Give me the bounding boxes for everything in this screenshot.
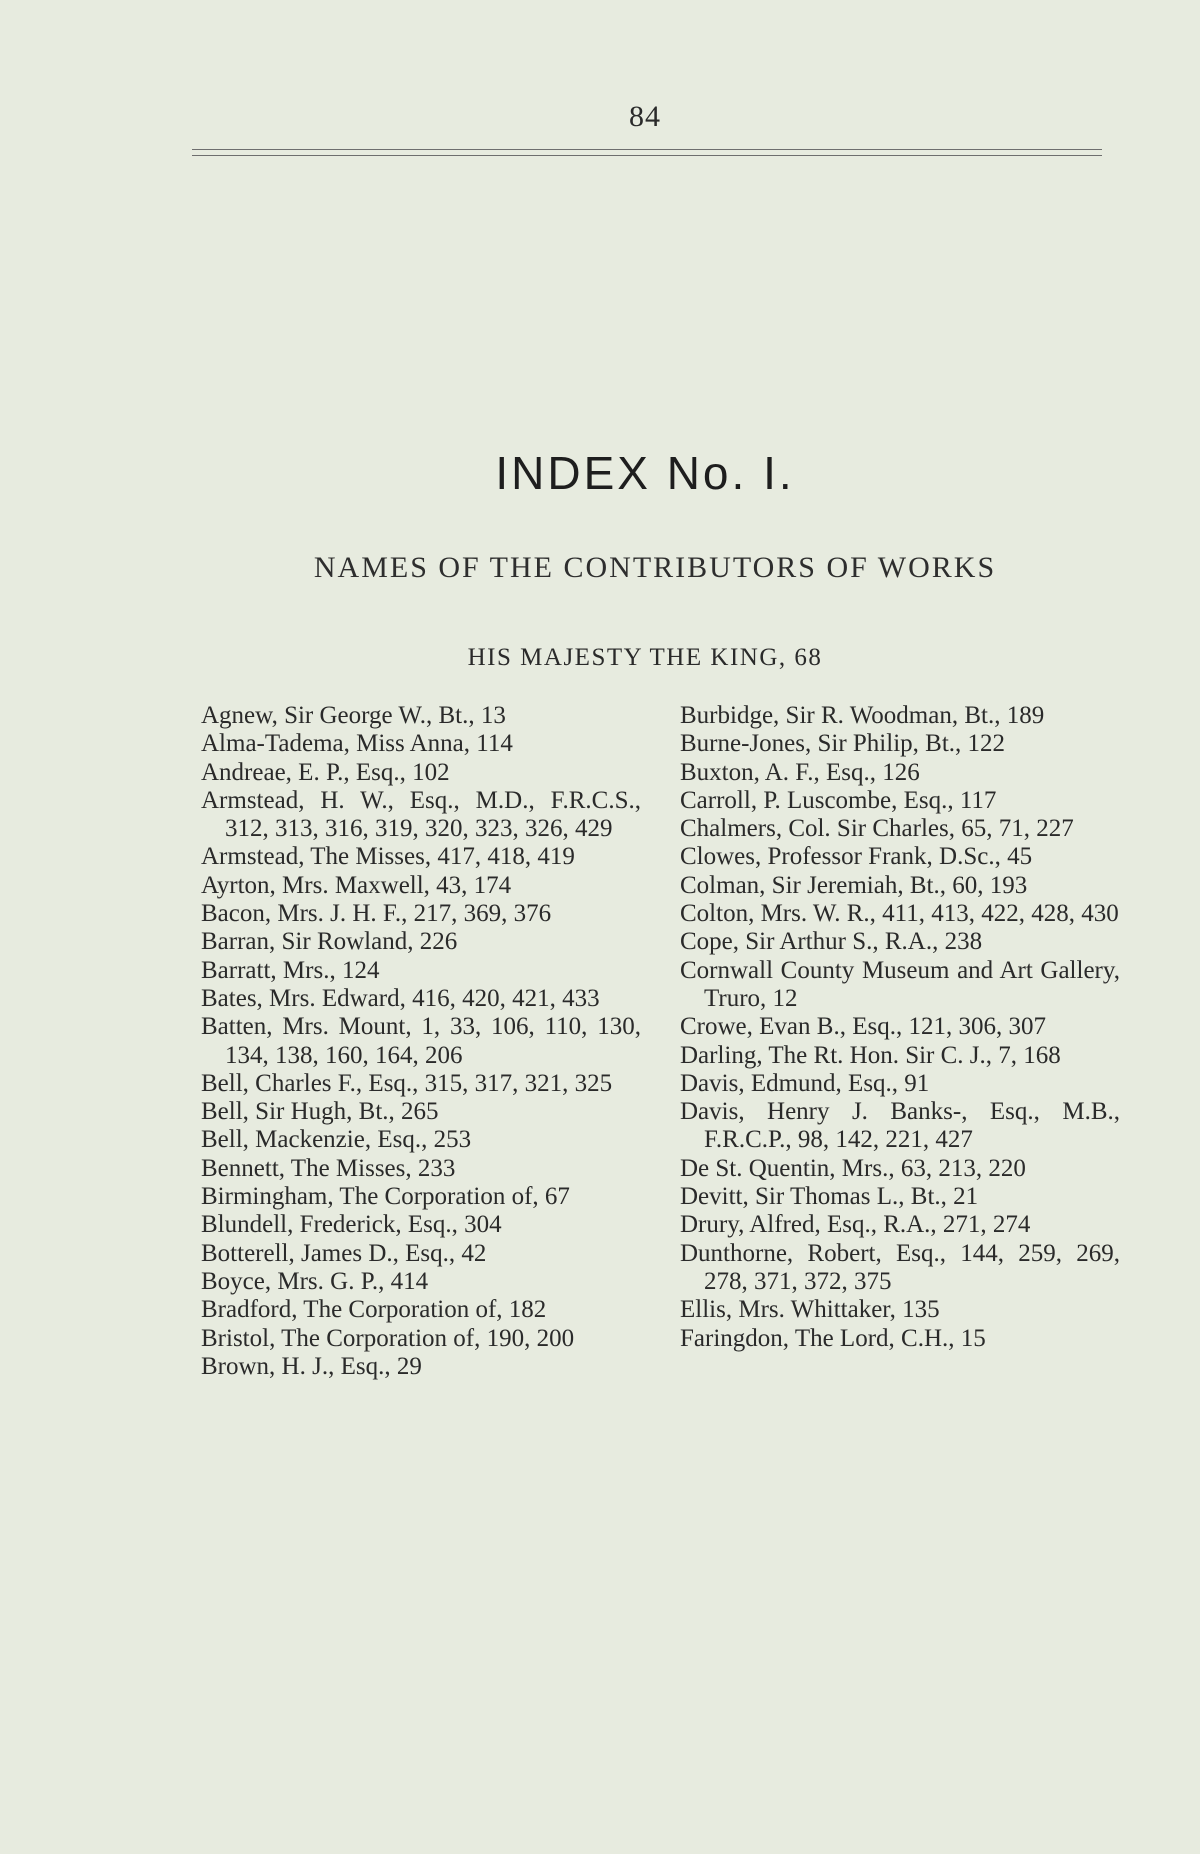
index-entry: Ellis, Mrs. Whittaker, 135 [680, 1296, 940, 1324]
index-entry: Davis, Henry J. Banks-, Esq., M.B., F.R.C.P., 98, 142, 221, 427 [680, 1098, 1120, 1154]
index-entry: Clowes, Professor Frank, D.Sc., 45 [680, 843, 1033, 871]
index-entry: Bates, Mrs. Edward, 416, 420, 421, 433 [201, 984, 600, 1012]
index-entry: Ayrton, Mrs. Maxwell, 43, 174 [201, 871, 512, 899]
index-entry: Devitt, Sir Thomas L., Bt., 21 [680, 1183, 979, 1211]
index-entry: Chalmers, Col. Sir Charles, 65, 71, 227 [680, 815, 1074, 843]
index-entry: Bennett, The Misses, 233 [201, 1154, 456, 1182]
index-column-left [201, 702, 641, 1381]
index-subtitle: NAMES OF THE CONTRIBUTORS OF WORKS [313, 551, 997, 584]
index-entry: Birmingham, The Corporation of, 67 [201, 1183, 570, 1211]
index-entry: Burne-Jones, Sir Philip, Bt., 122 [680, 730, 1006, 758]
index-title: INDEX No. I. [495, 447, 795, 499]
index-entry: Davis, Edmund, Esq., 91 [680, 1069, 930, 1097]
index-entry: Boyce, Mrs. G. P., 414 [201, 1267, 429, 1295]
index-entry: Armstead, The Misses, 417, 418, 419 [201, 843, 575, 871]
index-entry: Botterell, James D., Esq., 42 [201, 1239, 487, 1267]
index-entry: Darling, The Rt. Hon. Sir C. J., 7, 168 [680, 1041, 1061, 1069]
index-entry: Drury, Alfred, Esq., R.A., 271, 274 [680, 1211, 1031, 1239]
index-entry: Cornwall County Museum and Art Gallery, Truro, 12 [680, 956, 1120, 1012]
index-entry: Colton, Mrs. W. R., 411, 413, 422, 428, 430 [680, 900, 1119, 928]
index-entry: Barran, Sir Rowland, 226 [201, 928, 458, 956]
index-column-right [680, 702, 1120, 1353]
index-entry: Armstead, H. W., Esq., M.D., F.R.C.S., 312, 313, 316, 319, 320, 323, 326, 429 [201, 786, 641, 843]
index-entry: Bristol, The Corporation of, 190, 200 [201, 1324, 575, 1352]
royal-contributor: HIS MAJESTY THE KING, 68 [467, 644, 823, 671]
index-entry: Carroll, P. Luscombe, Esq., 117 [680, 786, 997, 814]
index-entry: Crowe, Evan B., Esq., 121, 306, 307 [680, 1013, 1046, 1041]
page-number: 84 [629, 100, 661, 133]
index-entry: Buxton, A. F., Esq., 126 [680, 758, 920, 786]
index-entry: Bell, Charles F., Esq., 315, 317, 321, 325 [201, 1069, 613, 1097]
index-entry: Faringdon, The Lord, C.H., 15 [680, 1324, 986, 1352]
index-entry: Cope, Sir Arthur S., R.A., 238 [680, 928, 983, 956]
index-entry: Colman, Sir Jeremiah, Bt., 60, 193 [680, 871, 1028, 899]
index-entry: Agnew, Sir George W., Bt., 13 [201, 702, 506, 729]
index-entry: Alma-Tadema, Miss Anna, 114 [201, 730, 513, 758]
index-entry: Blundell, Frederick, Esq., 304 [201, 1211, 502, 1239]
index-entry: Bradford, The Corporation of, 182 [201, 1296, 547, 1324]
index-entry: Bell, Sir Hugh, Bt., 265 [201, 1098, 439, 1126]
index-entry: Burbidge, Sir R. Woodman, Bt., 189 [680, 702, 1045, 729]
index-entry: Dunthorne, Robert, Esq., 144, 259, 269, 278, 371, 372, 375 [680, 1239, 1120, 1295]
index-entry: Bell, Mackenzie, Esq., 253 [201, 1126, 472, 1154]
index-entry: Brown, H. J., Esq., 29 [201, 1352, 422, 1380]
index-entry: Andreae, E. P., Esq., 102 [201, 758, 450, 786]
index-entry: Bacon, Mrs. J. H. F., 217, 369, 376 [201, 900, 552, 928]
index-entry: Barratt, Mrs., 124 [201, 956, 380, 984]
index-entry: Batten, Mrs. Mount, 1, 33, 106, 110, 130, 134, 138, 160, 164, 206 [201, 1013, 641, 1069]
header-rule [192, 149, 1102, 156]
index-entry: De St. Quentin, Mrs., 63, 213, 220 [680, 1154, 1026, 1182]
